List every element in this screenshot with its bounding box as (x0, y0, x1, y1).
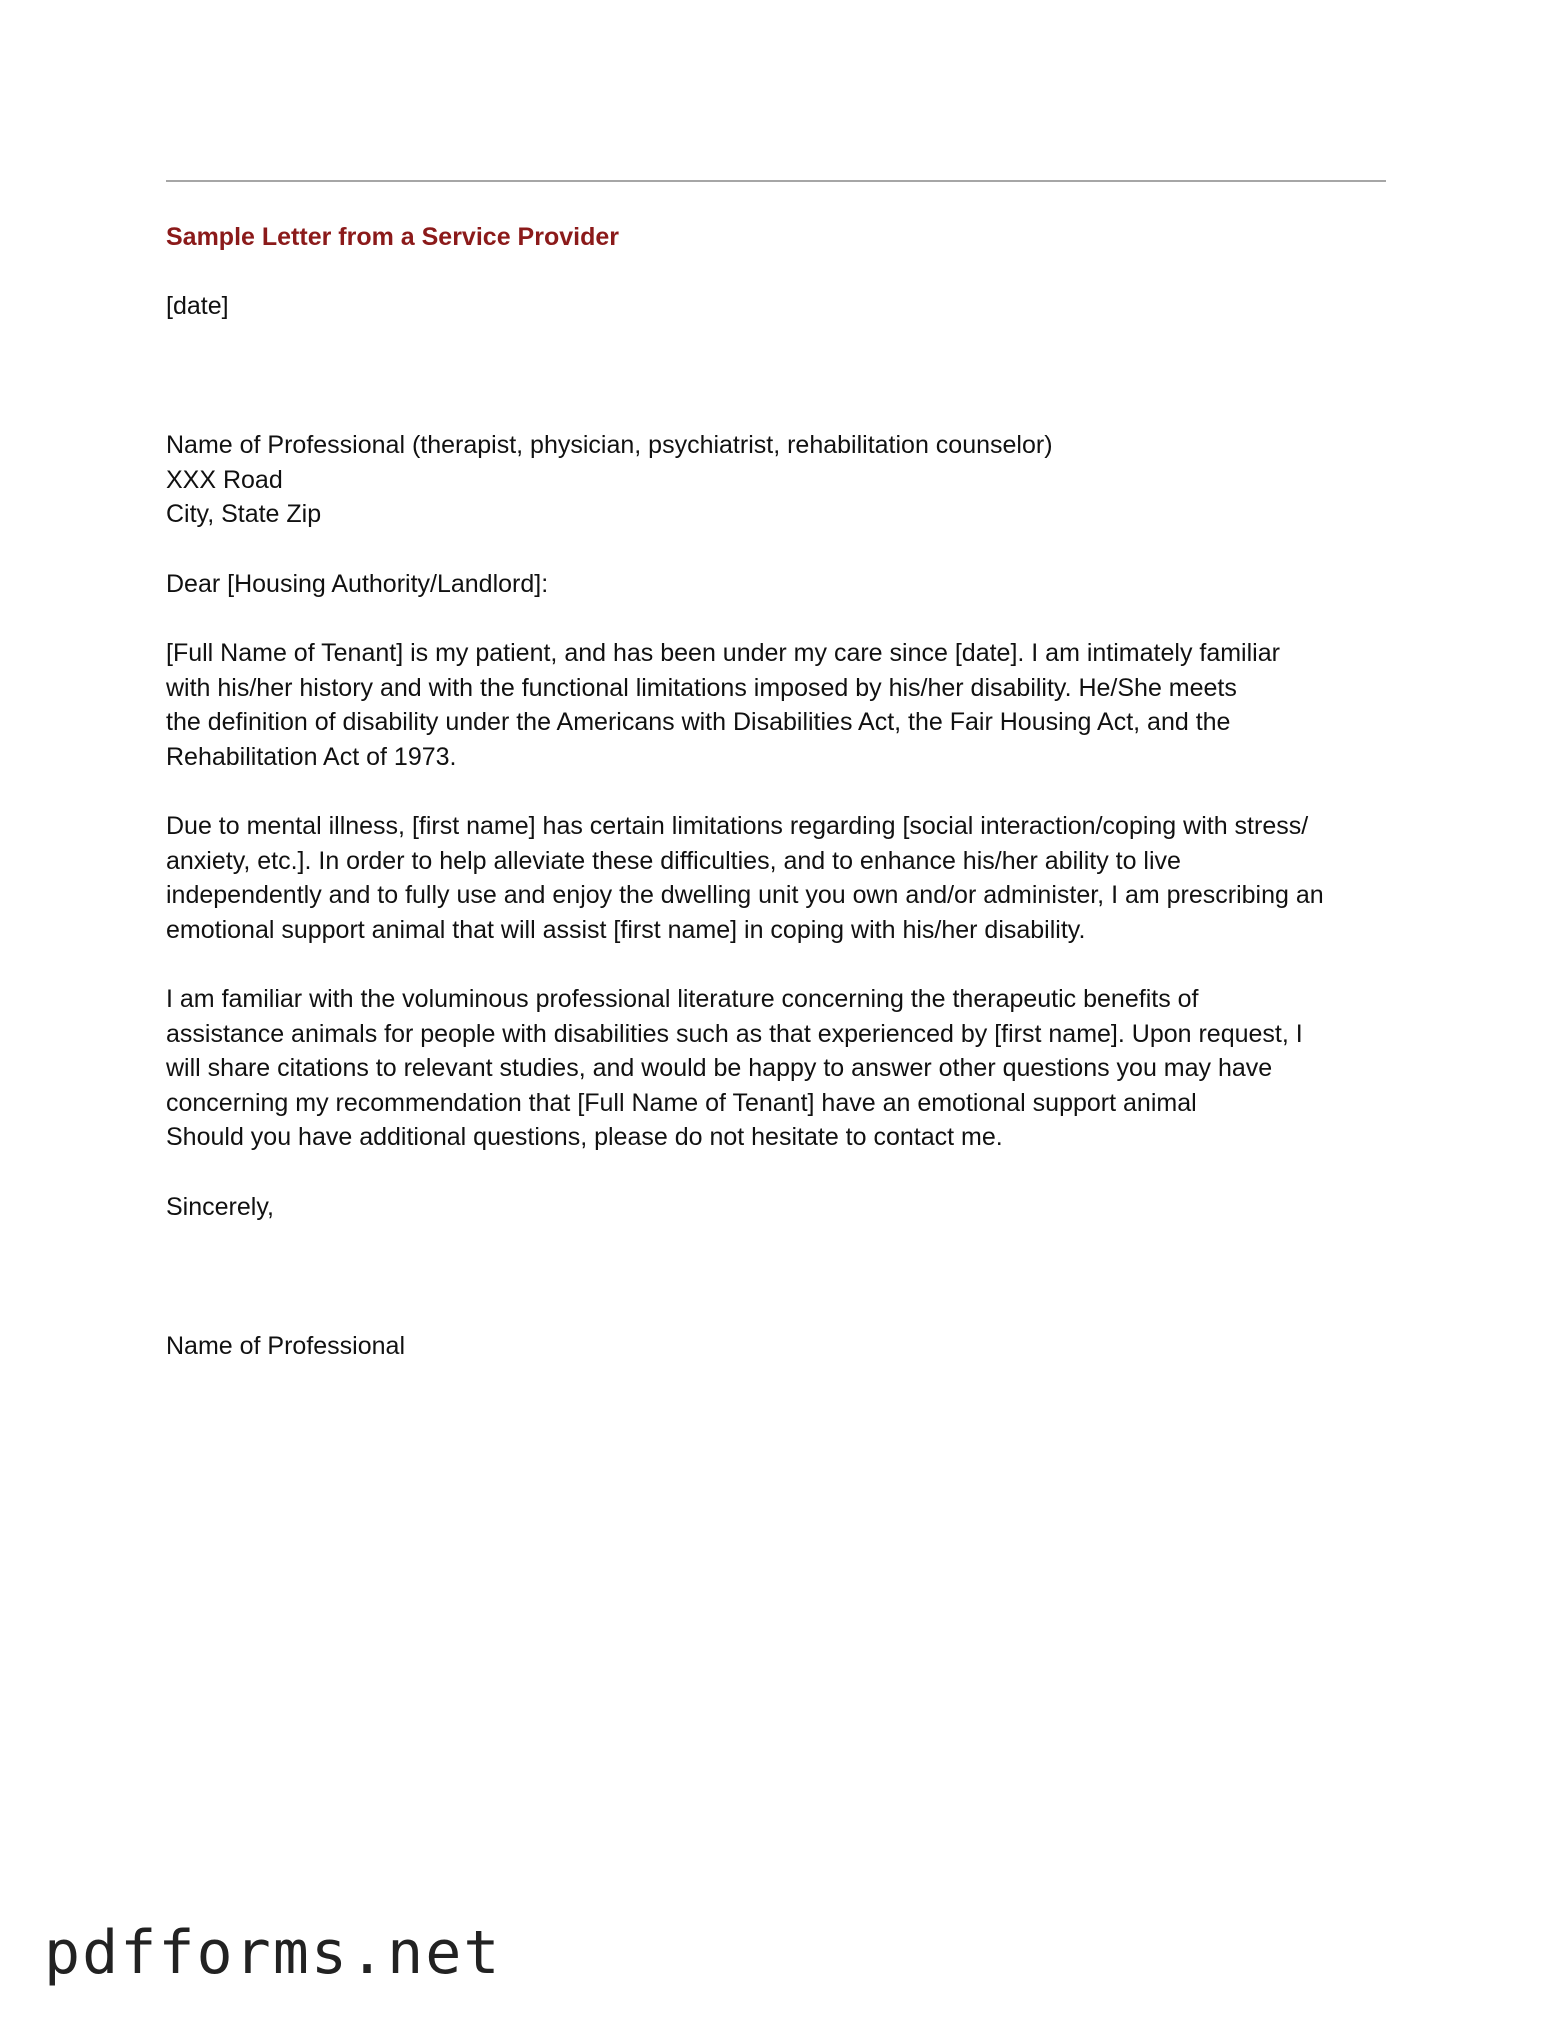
paragraph-line: I am familiar with the voluminous professional literature concerning the therapeutic benefits of (166, 985, 1199, 1013)
signature-name: Name of Professional (166, 1332, 406, 1360)
closing: Sincerely, (166, 1192, 274, 1221)
address-line-professional: Name of Professional (therapist, physician, psychiatrist, rehabilitation counselor) (166, 431, 1053, 459)
sender-address (166, 428, 1396, 532)
paragraph-line: [Full Name of Tenant] is my patient, and has been under my care since [date]. I am intimately familiar (166, 639, 1280, 667)
letter-title: Sample Letter from a Service Provider (166, 223, 619, 251)
paragraph-line: Due to mental illness, [first name] has certain limitations regarding [social interaction/coping with stress/ (166, 812, 1309, 840)
paragraph-line: Rehabilitation Act of 1973. (166, 742, 457, 771)
paragraph-line: with his/her history and with the functional limitations imposed by his/her disability. He/She meets (166, 673, 1237, 702)
watermark-logo: pdfforms.net (44, 1918, 502, 1988)
paragraph-line: concerning my recommendation that [Full Name of Tenant] have an emotional support animal (166, 1088, 1197, 1117)
paragraph-line: assistance animals for people with disabilities such as that experienced by [first name]. Upon request, I (166, 1019, 1303, 1048)
paragraph-limitations (166, 809, 1396, 947)
header-divider (166, 180, 1386, 182)
paragraph-line: will share citations to relevant studies, and would be happy to answer other questions you may have (166, 1054, 1273, 1082)
paragraph-line: anxiety, etc.]. In order to help alleviate these difficulties, and to enhance his/her ability to live (166, 846, 1181, 875)
address-line-city: City, State Zip (166, 500, 322, 528)
address-line-road: XXX Road (166, 465, 283, 494)
paragraph-patient-status (166, 636, 1396, 774)
salutation: Dear [Housing Authority/Landlord]: (166, 569, 549, 598)
paragraph-literature (166, 982, 1396, 1155)
paragraph-line: Should you have additional questions, please do not hesitate to contact me. (166, 1123, 1003, 1151)
paragraph-line: the definition of disability under the Americans with Disabilities Act, the Fair Housing Act, and the (166, 708, 1231, 736)
letter-body (166, 220, 1396, 1364)
paragraph-line: independently and to fully use and enjoy the dwelling unit you own and/or administer, I am prescribing an (166, 881, 1324, 909)
paragraph-line: emotional support animal that will assist [first name] in coping with his/her disability. (166, 915, 1086, 944)
date-placeholder: [date] (166, 291, 229, 320)
